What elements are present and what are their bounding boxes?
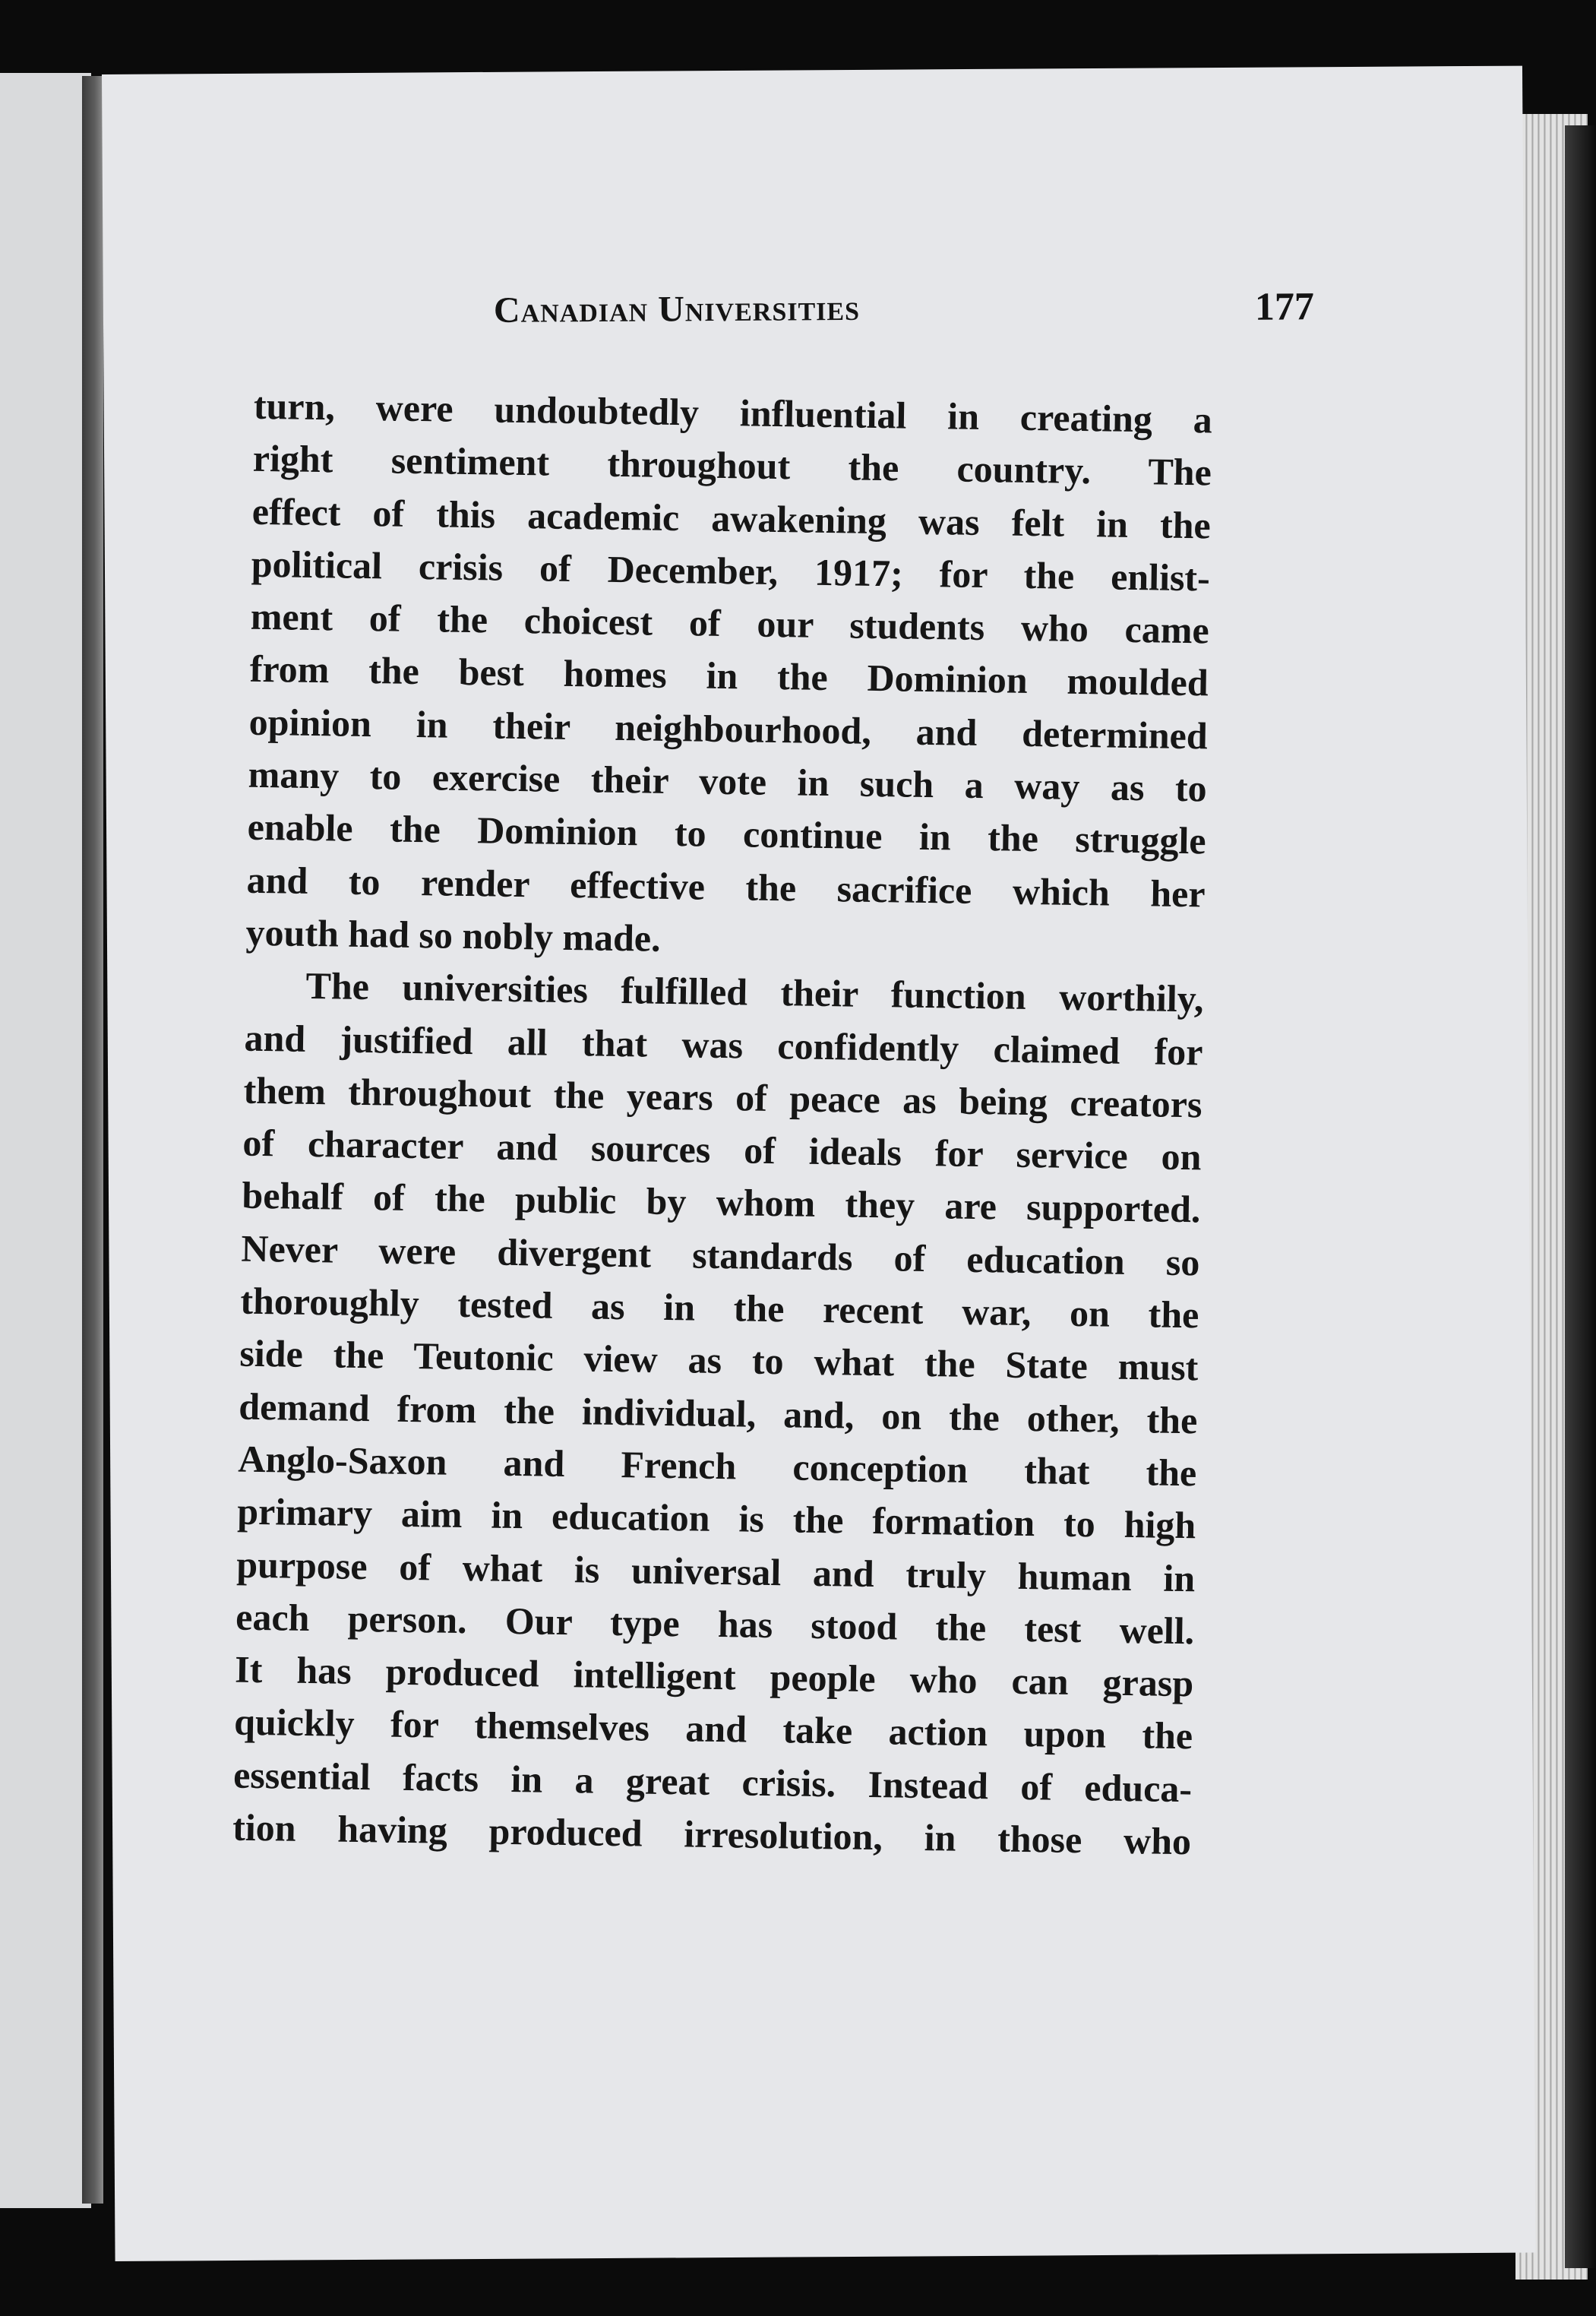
text-line: It has produced intelligent people who can grasp xyxy=(234,1647,1194,1705)
text-line: demand from the individual, and, on the other, the xyxy=(239,1384,1198,1441)
body-text xyxy=(232,380,1213,1868)
running-head xyxy=(494,284,1314,343)
text-line: right sentiment throughout the country. The xyxy=(252,437,1212,494)
text-line: many to exercise their vote in such a way as to xyxy=(248,752,1208,810)
text-line: them throughout the years of peace as being creators xyxy=(243,1068,1203,1126)
text-line: each person. Our type has stood the test well. xyxy=(235,1595,1195,1653)
text-line: youth had so nobly made. xyxy=(245,910,662,960)
text-line: political crisis of December, 1917; for the enlist- xyxy=(251,542,1211,600)
text-line: of character and sources of ideals for service on xyxy=(242,1121,1202,1179)
text-line: essential facts in a great crisis. Instead of educa- xyxy=(232,1753,1193,1811)
text-line: behalf of the public by whom they are supported. xyxy=(242,1174,1201,1231)
text-line: enable the Dominion to continue in the struggle xyxy=(247,805,1207,862)
running-head-title: Canadian Universities xyxy=(493,287,861,331)
text-line: thoroughly tested as in the recent war, on the xyxy=(240,1279,1199,1337)
text-line: primary aim in education is the formation to high xyxy=(236,1489,1196,1547)
page-edge-shadow xyxy=(1565,125,1596,2268)
paragraph-1 xyxy=(245,380,1212,973)
book-spine-shadow xyxy=(82,76,103,2204)
text-line: and justified all that was confidently claimed for xyxy=(244,1016,1203,1073)
paragraph-2 xyxy=(232,959,1204,1868)
text-line: tion having produced irresolution, in those who xyxy=(232,1805,1192,1863)
text-line: quickly for themselves and take action upon the xyxy=(233,1701,1193,1758)
text-line: turn, were undoubtedly influential in creating a xyxy=(253,384,1213,441)
left-facing-page xyxy=(0,73,91,2208)
book-page xyxy=(102,66,1536,2261)
page-number: 177 xyxy=(1254,285,1315,329)
text-line: Anglo-Saxon and French conception that the xyxy=(237,1437,1197,1495)
text-line: opinion in their neighbourhood, and determined xyxy=(248,700,1209,758)
text-line: purpose of what is universal and truly human in xyxy=(235,1542,1196,1599)
text-line: from the best homes in the Dominion moulded xyxy=(249,647,1209,704)
text-line: ment of the choicest of our students who came xyxy=(250,594,1210,652)
text-line: Never were divergent standards of education so xyxy=(241,1226,1200,1284)
text-line: and to render effective the sacrifice which her xyxy=(246,858,1206,916)
text-line: effect of this academic awakening was felt in the xyxy=(251,489,1212,547)
text-line: The universities fulfilled their function worthily, xyxy=(305,964,1204,1020)
text-line: side the Teutonic view as to what the State must xyxy=(239,1331,1199,1389)
